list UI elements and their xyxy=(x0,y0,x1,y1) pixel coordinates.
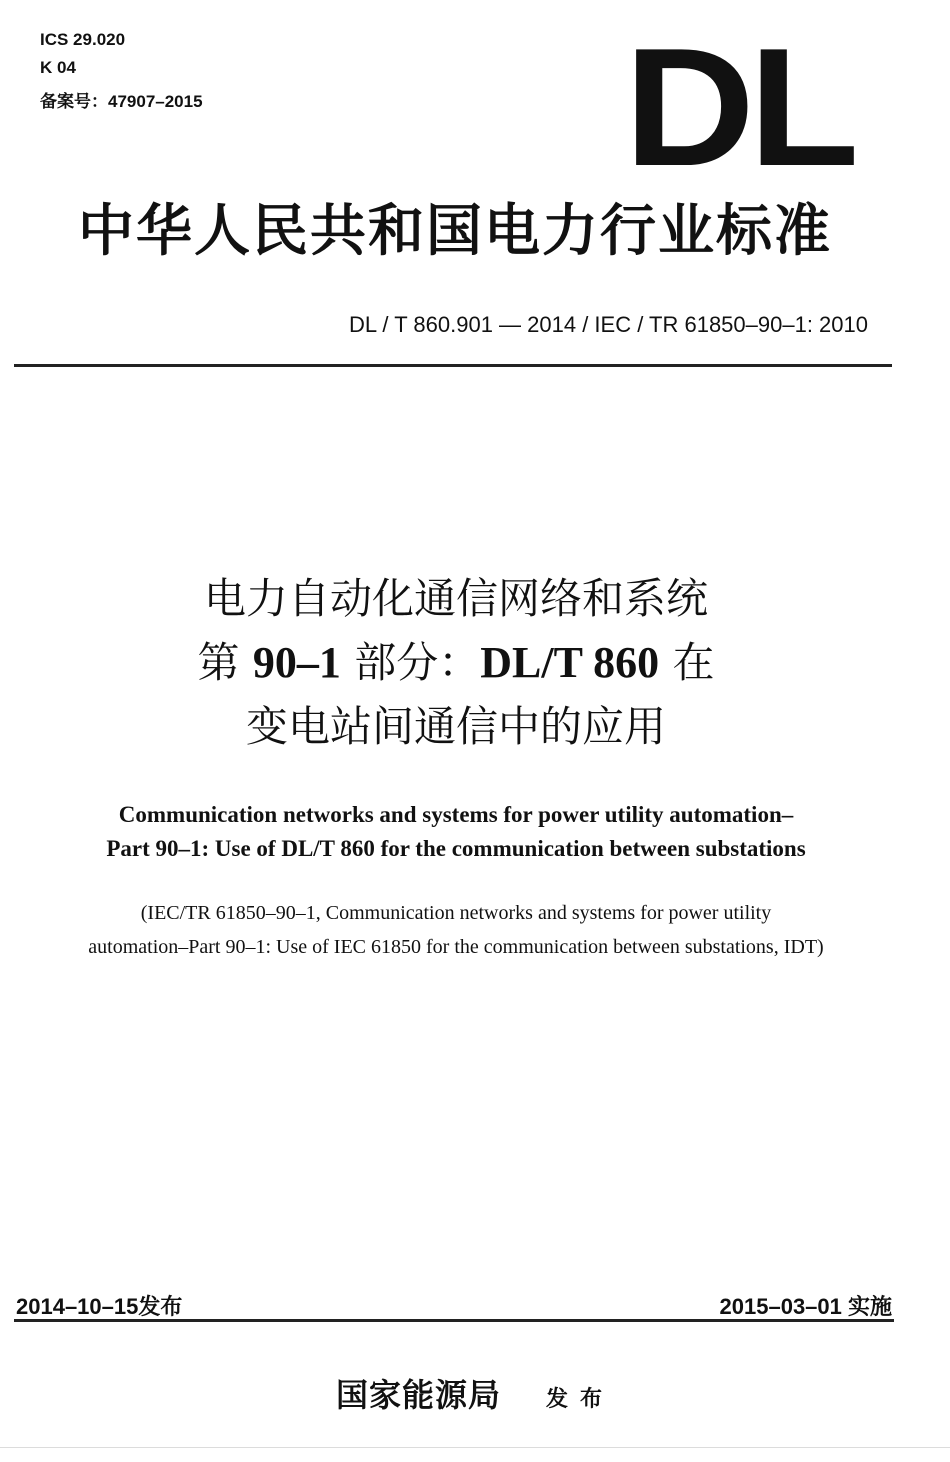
title-cn-line3: 变电站间通信中的应用 xyxy=(245,702,666,751)
issuer-verb: 发布 xyxy=(546,1387,615,1412)
title-cn-code: DL/T 860 xyxy=(480,638,660,687)
standard-number: DL / T 860.901 — 2014 / IEC / TR 61850–90–1: 2010 xyxy=(349,312,868,337)
header-divider xyxy=(14,364,892,367)
publish-date: 2014–10–15发布 xyxy=(16,1294,183,1319)
implement-date: 2015–03–01 实施 xyxy=(719,1294,892,1319)
title-cn-line2-middle: 部分： xyxy=(354,638,481,687)
title-cn-line1: 电力自动化通信网络和系统 xyxy=(203,574,708,623)
page-edge xyxy=(0,1447,950,1448)
footer-divider xyxy=(14,1319,894,1322)
dl-logo: DL xyxy=(624,13,853,201)
issuer xyxy=(0,1370,950,1416)
title-cn-line2 xyxy=(0,632,912,694)
title-cn-part-number: 90–1 xyxy=(252,638,341,687)
title-en-line2: Part 90–1: Use of DL/T 860 for the communication between substations xyxy=(106,836,806,861)
title-cn-line2-suffix: 在 xyxy=(672,638,715,687)
issuer-name: 国家能源局 xyxy=(335,1376,501,1414)
standard-header: 中华人民共和国电力行业标准 xyxy=(78,198,832,264)
idt-line2: automation–Part 90–1: Use of IEC 61850 for the communication between substations, IDT) xyxy=(88,936,824,958)
title-cn-line2-prefix: 第 xyxy=(197,638,240,687)
idt-line1: (IEC/TR 61850–90–1, Communication networks and systems for power utility xyxy=(140,902,772,924)
category-code: K 04 xyxy=(40,58,76,77)
title-en-line1: Communication networks and systems for power utility automation– xyxy=(118,802,794,827)
ics-code: ICS 29.020 xyxy=(40,30,126,49)
filing-number: 备案号：47907–2015 xyxy=(40,92,203,111)
